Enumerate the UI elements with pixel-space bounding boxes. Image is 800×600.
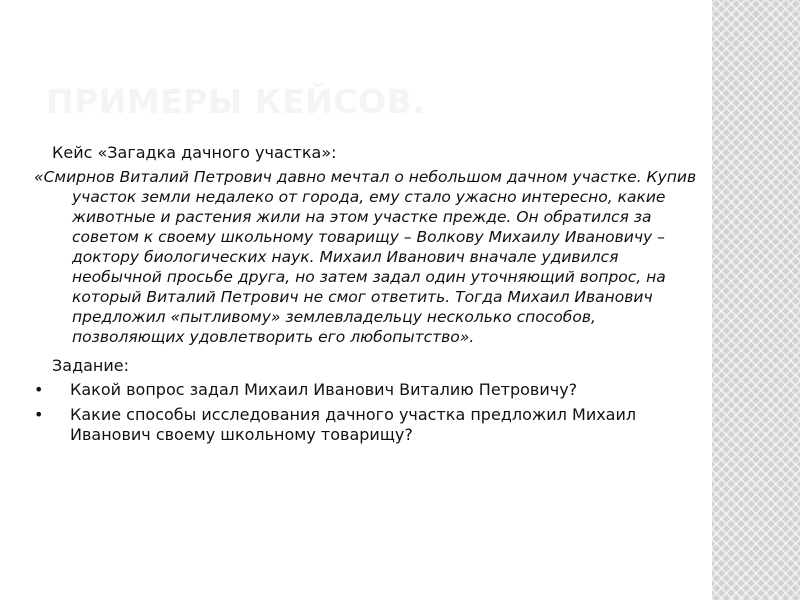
case-title: Кейс «Загадка дачного участка»: bbox=[52, 143, 337, 162]
slide-content bbox=[34, 143, 697, 450]
case-story-text: «Смирнов Виталий Петрович давно мечтал о небольшом дачном участке. Купив участок земли недалеко от города, ему стало ужасно интересно, какие животные и растения жили на этом участке прежде. Он обратился за советом к своему школьному товарищу – Волкову Михаилу Ивановичу – доктору биологических наук. Михаил Иванович вначале удивился необычной просьбе друга, но затем задал один уточняющий вопрос, на который Виталий Петрович не смог ответить. Тогда Михаил Иванович предложил «пытливому» землевладельцу несколько способов, позволяющих удовлетворить его любопытство». bbox=[34, 168, 697, 346]
task-label: Задание: bbox=[52, 356, 130, 375]
slide-title: ПРИМЕРЫ КЕЙСОВ. bbox=[46, 82, 426, 121]
bullet-icon: • bbox=[34, 405, 44, 424]
question-item bbox=[34, 380, 694, 400]
question-item bbox=[34, 405, 694, 445]
question-text: Какой вопрос задал Михаил Иванович Виталию Петровичу? bbox=[70, 380, 578, 399]
question-list bbox=[34, 380, 694, 445]
bullet-icon: • bbox=[34, 380, 44, 399]
decorative-side-strip bbox=[712, 0, 800, 600]
question-text: Какие способы исследования дачного участка предложил Михаил Иванович своему школьному товарищу? bbox=[70, 405, 637, 444]
